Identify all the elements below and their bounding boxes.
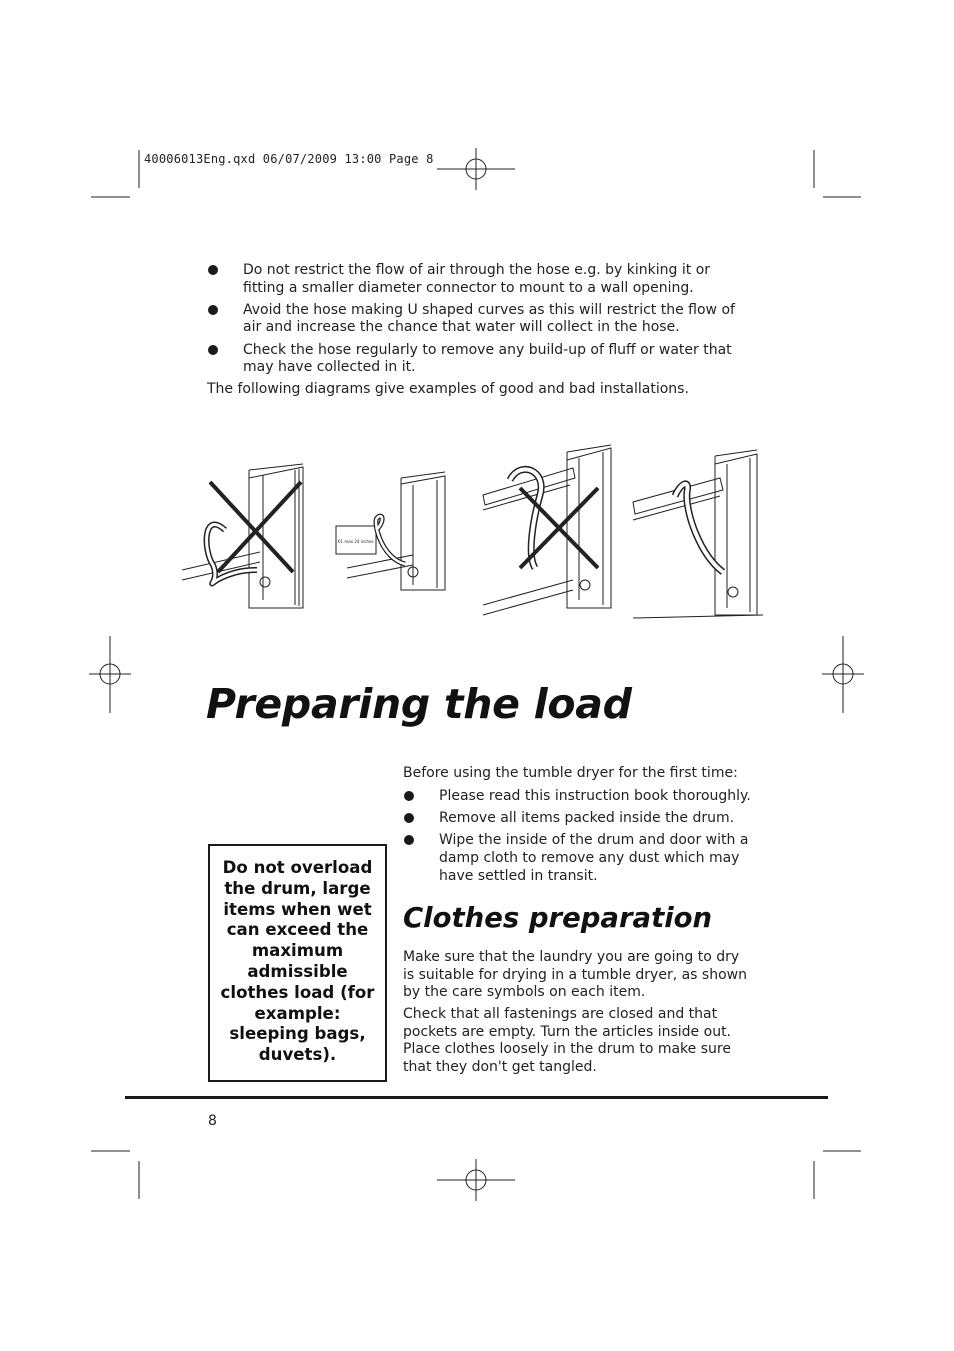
section-heading: Clothes preparation [403, 902, 713, 934]
diagram-bad-2 [483, 445, 611, 615]
bullet-icon [208, 305, 218, 315]
bullet-icon [208, 345, 218, 355]
installation-diagrams [175, 440, 775, 625]
paragraph: Check that all fastenings are closed and that pockets are empty. Turn the articles inside out. Place clothes loosely in the drum to make sure that they don't get tangled. [403, 1006, 732, 1075]
page-number: 8 [208, 1113, 217, 1129]
footer-rule [125, 1096, 828, 1099]
list-item-text: Wipe the inside of the drum and door with a damp cloth to remove any dust which may have settled in transit. [439, 832, 749, 884]
list-item-text: Do not restrict the flow of air through the hose e.g. by kinking it or fitting a smaller diameter connector to mount to a wall opening. [243, 262, 711, 296]
print-slug: 40006013Eng.qxd 06/07/2009 13:00 Page 8 [144, 152, 434, 166]
list-item-text: Remove all items packed inside the drum. [439, 810, 735, 827]
list-item [403, 810, 763, 828]
list-item-text: Avoid the hose making U shaped curves as this will restrict the flow of air and increase the chance that water will collect in the hose. [243, 301, 735, 336]
bullet-icon [404, 791, 414, 801]
list-item [207, 302, 752, 337]
list-item-text: Please read this instruction book thoroughly. [439, 788, 751, 804]
list-item [403, 788, 763, 806]
diagram-bad-1 [182, 464, 303, 608]
warning-box [208, 844, 387, 1082]
list-item-text: Check the hose regularly to remove any build-up of fluff or water that may have collected in it. [243, 341, 732, 376]
warning-text: Do not overload the drum, large items when wet can exceed the maximum admissible clothes load (for example: sleeping bags, duvets). [220, 858, 375, 1065]
bullet-icon [208, 265, 218, 275]
bullet-icon [404, 835, 414, 845]
list-item [403, 832, 763, 885]
intro-bullet-list [207, 262, 752, 381]
list-item [207, 342, 752, 377]
paragraph: Make sure that the laundry you are going to dry is suitable for drying in a tumble dryer, as shown by the care symbols on each item. [403, 949, 747, 1001]
diagram-good-2 [633, 450, 763, 618]
before-use-text: Before using the tumble dryer for the first time: [403, 765, 738, 781]
diagram-good-1 [336, 472, 445, 590]
height-label: 61 max 24 inches [338, 539, 374, 544]
before-use-bullet-list [403, 788, 763, 890]
bullet-icon [404, 813, 414, 823]
list-item [207, 262, 752, 297]
page-title: Preparing the load [206, 680, 632, 728]
diagrams-intro: The following diagrams give examples of good and bad installations. [207, 381, 689, 397]
